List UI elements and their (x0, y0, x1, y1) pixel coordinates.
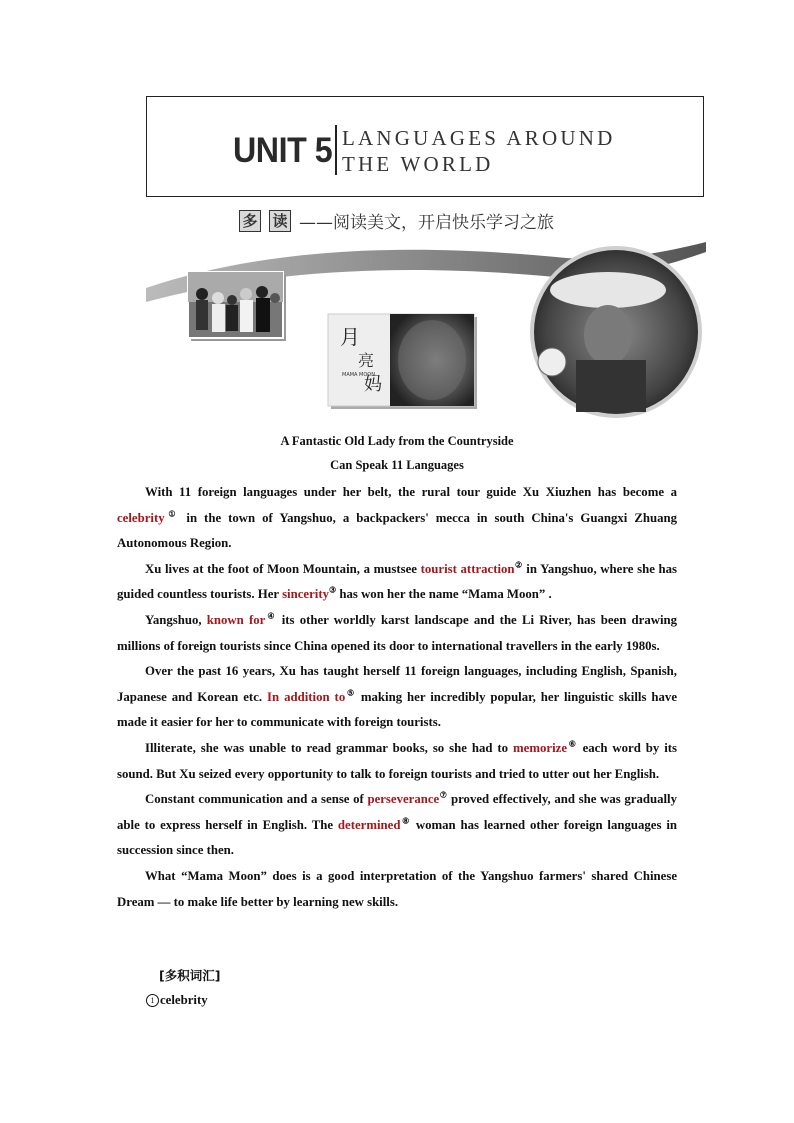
unit-title (342, 125, 615, 177)
unit-header-box (146, 96, 704, 197)
vocab-item-number: 1 (146, 994, 159, 1007)
group-photo (188, 272, 286, 341)
subtitle-text: ——阅读美文，开启快乐学习之旅 (299, 213, 554, 233)
section-subtitle (239, 208, 554, 233)
keyword-celebrity: celebrity (117, 510, 165, 525)
banner-illustration (146, 240, 706, 420)
vocab-item-word: celebrity (160, 993, 208, 1007)
article-title-line2: Can Speak 11 Languages (330, 458, 464, 472)
vocab-item-1 (146, 993, 208, 1008)
keyword-sincerity: sincerity (282, 587, 329, 602)
paragraph-7: What “Mama Moon” does is a good interpretation of the Yangshuo farmers' shared Chinese Dream — to make life better by learning new skills. (117, 868, 677, 909)
svg-text:亮: 亮 (358, 351, 375, 370)
keyword-tourist-attraction: tourist attraction (420, 561, 515, 576)
paragraph-1: With 11 foreign languages under her belt, the rural tour guide Xu Xiuzhen has become a celebrity① in the town of Yangshuo, a backpackers' mecca in south China's Guangxi Zhuang Autonomous Region. (117, 485, 677, 551)
keyword-memorize: memorize (513, 740, 567, 755)
subtitle-char-du: 读 (269, 210, 291, 232)
keyword-perseverance: perseverance (367, 792, 440, 807)
paragraph-6: Constant communication and a sense of perseverance⑦ proved effectively, and she was gradually able to express herself in English. The determined⑧ woman has learned other foreign languages in succession since then. (117, 790, 678, 858)
header-divider (335, 125, 337, 175)
portrait-circle (530, 246, 702, 418)
unit-title-line2: THE WORLD (342, 152, 494, 176)
subtitle-char-duo: 多 (239, 210, 261, 232)
paragraph-5: Illiterate, she was unable to read grammar books, so she had to memorize⑥ each word by its sound. But Xu seized every opportunity to talk to foreign tourists and tried to utter out her English. (117, 739, 677, 781)
vocab-heading: [多积词汇] (159, 968, 221, 983)
paragraph-2: Xu lives at the foot of Moon Mountain, a mustsee tourist attraction② in Yangshuo, where she has guided countless tourists. Her sincerity③ has won her the name “Mama Moon” . (117, 560, 678, 602)
keyword-determined: determined (337, 817, 401, 832)
poster-small-text: MAMA MOON (342, 372, 375, 378)
keyword-in-addition-to: In addition to (267, 689, 346, 704)
svg-text:妈: 妈 (364, 374, 382, 395)
article-title-line1: A Fantastic Old Lady from the Countryside (280, 434, 514, 448)
keyword-known-for: known for (206, 612, 266, 627)
paragraph-4: Over the past 16 years, Xu has taught herself 11 foreign languages, including English, Spanish, Japanese and Korean etc. In addition to⑤ making her incredibly popular, her linguistic skills have made it easier for her to communicate with foreign tourists. (117, 664, 678, 730)
poster-title-char: 月 (340, 325, 360, 349)
movie-poster (328, 314, 477, 409)
paragraph-3: Yangshuo, known for④ its other worldly karst landscape and the Li River, has been drawing millions of foreign tourists since China opened its door to international travellers in the early 1980s. (117, 611, 678, 653)
unit-title-line1: LANGUAGES AROUND (342, 126, 616, 150)
article-body (117, 480, 677, 915)
unit-number: UNIT 5 (233, 131, 333, 170)
